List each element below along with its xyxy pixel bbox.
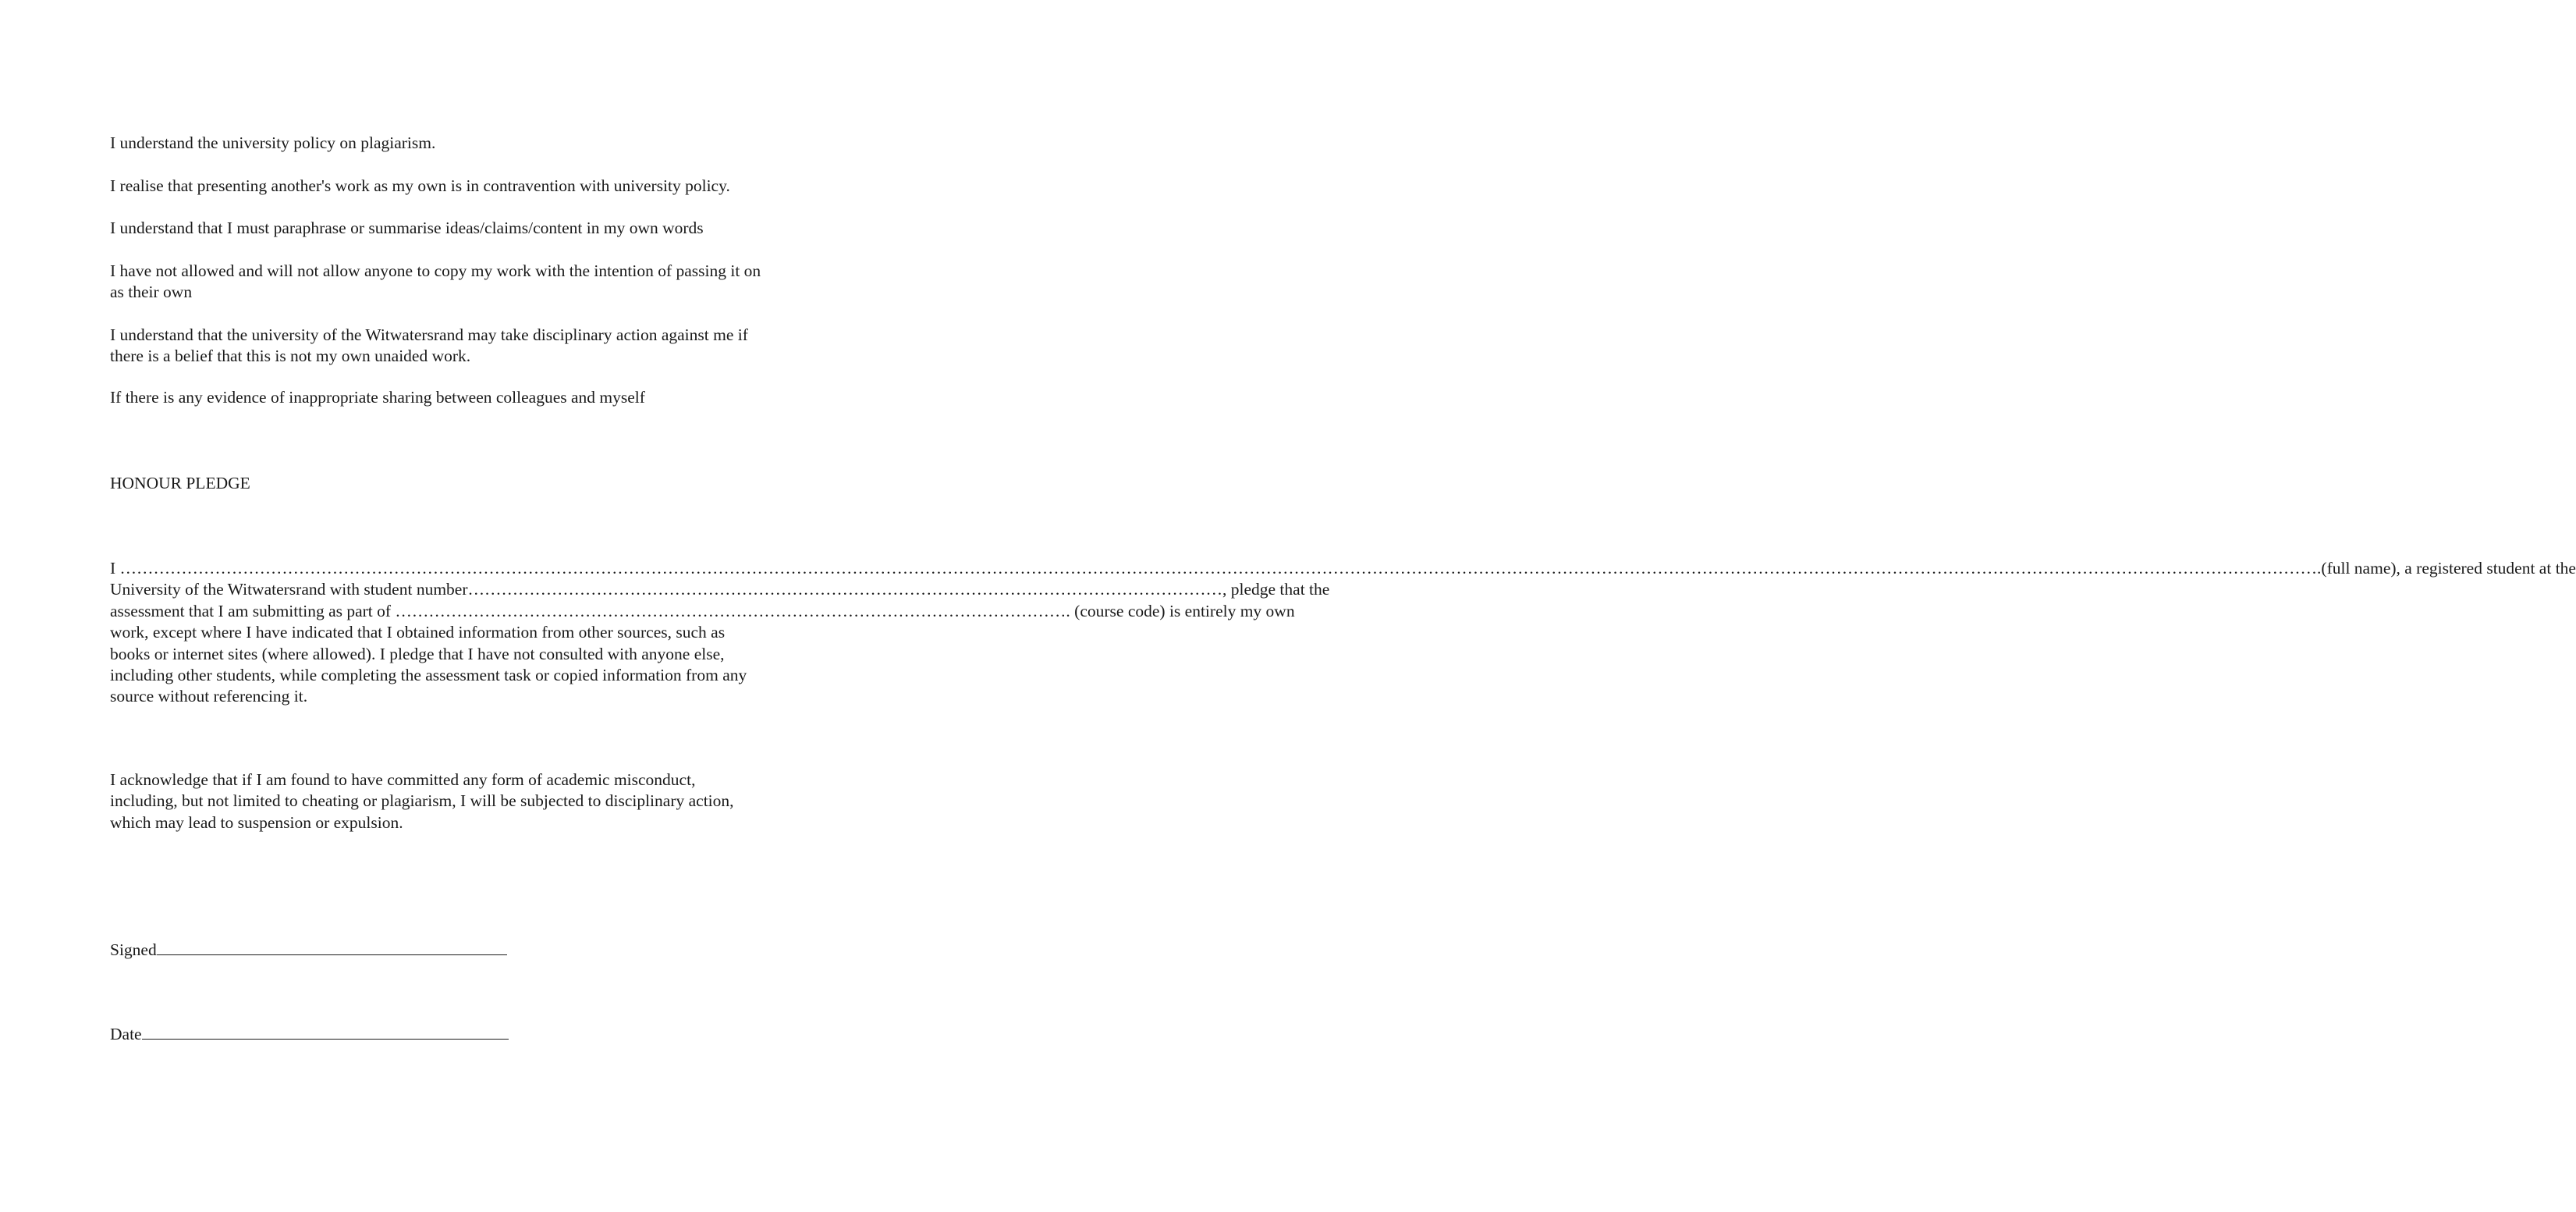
statement-line: there is a belief that this is not my own unaided work. <box>110 347 471 366</box>
acknowledgement-line: including, but not limited to cheating or plagiarism, I will be subjected to disciplinary action, <box>110 791 734 811</box>
statement-line: I understand the university policy on plagiarism. <box>110 133 436 152</box>
pledge-line: University of the Witwatersrand with student number………………………………………………………………………………………………………………………, pledge that the <box>110 580 1330 599</box>
statement-line: as their own <box>110 283 193 302</box>
date-row <box>110 1024 509 1045</box>
signed-row <box>110 940 507 961</box>
honour-pledge-heading <box>110 473 836 494</box>
statement-paraphrase <box>110 218 836 239</box>
statement-policy <box>110 133 836 154</box>
statement-line: I understand that I must paraphrase or summarise ideas/claims/content in my own words <box>110 219 704 237</box>
statement-line: I understand that the university of the Witwatersrand may take disciplinary action against me if <box>110 325 748 344</box>
acknowledgement-line: I acknowledge that if I am found to have committed any form of academic misconduct, <box>110 770 696 789</box>
pledge-line: I …………………………………………………………………………………………………………………………………………………………………………………………………………………………………………………………………………………………………………………………………………………………….(full name), a registered student at the <box>110 559 2576 578</box>
statement-no-copy <box>110 261 836 304</box>
signed-label: Signed <box>110 940 157 959</box>
pledge-line: including other students, while completing the assessment task or copied information from any <box>110 666 747 685</box>
pledge-line: books or internet sites (where allowed). I pledge that I have not consulted with anyone else, <box>110 644 725 663</box>
signed-line <box>157 954 507 955</box>
statement-line: I have not allowed and will not allow anyone to copy my work with the intention of passing it on <box>110 261 761 280</box>
statement-disciplinary <box>110 325 836 368</box>
pledge-line: assessment that I am submitting as part of …………………………………………………………………………………………………………. (course code) is entirely my own <box>110 601 1295 620</box>
heading-text: HONOUR PLEDGE <box>110 474 250 492</box>
pledge-line: work, except where I have indicated that I obtained information from other sources, such as <box>110 623 726 642</box>
acknowledgement-line: which may lead to suspension or expulsion. <box>110 812 403 832</box>
statement-line: If there is any evidence of inappropriate sharing between colleagues and myself <box>110 388 645 407</box>
pledge-line: source without referencing it. <box>110 687 308 706</box>
date-label: Date <box>110 1025 142 1043</box>
statement-sharing <box>110 387 836 408</box>
honour-pledge-paragraph <box>110 558 2576 708</box>
statement-line: I realise that presenting another's work as my own is in contravention with university policy. <box>110 176 730 195</box>
date-line <box>142 1038 509 1040</box>
statement-contravention <box>110 176 836 197</box>
acknowledgement-paragraph <box>110 769 836 833</box>
